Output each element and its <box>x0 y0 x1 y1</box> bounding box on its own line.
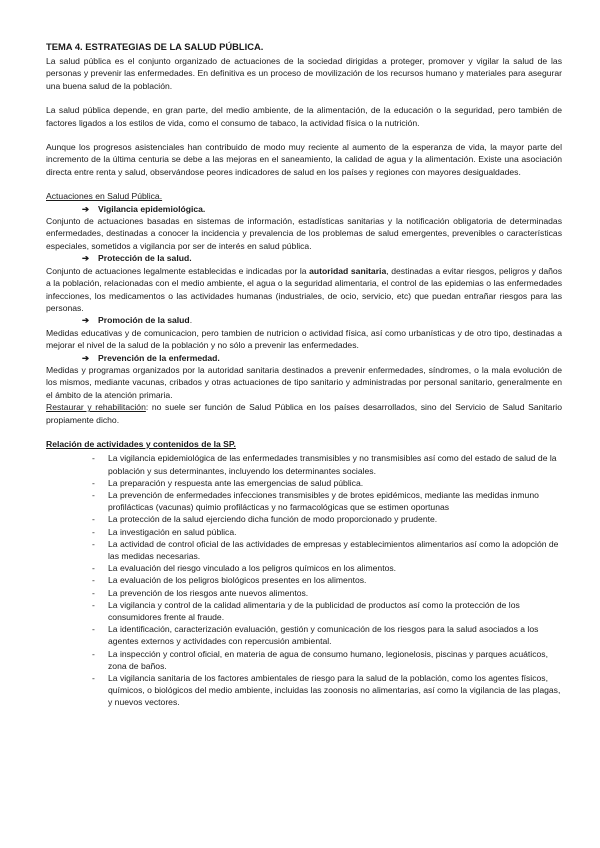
proteccion-text-end: , destinadas a evitar riesgos, peligros y daños a la población, relacionadas con el medio ambiente, el agua o la seguridad alimentaria, el control de las epidemias o las enfermedades infecciones, los medicamentos o las actividades humanas (industriales, de ocio, servicio, etc) que puedan entrañar riesgos para las personas. <box>46 265 563 313</box>
promocion-subheading <box>46 314 562 326</box>
list-item: - La vigilancia y control de la calidad alimentaria y de la publicidad de productos así como la protección de los consumidores frente al fraude. <box>92 599 520 623</box>
proteccion-text-start: Conjunto de actuaciones legalmente establecidas e indicadas por la <box>46 265 310 276</box>
relacion-heading: Relación de actividades y contenidos de la SP. <box>46 438 236 449</box>
autoridad-sanitaria-term: autoridad sanitaria <box>309 265 387 276</box>
arrow-icon: ➔ <box>82 253 90 264</box>
arrow-icon: ➔ <box>82 315 90 326</box>
restaurar-text: : no suele ser función de Salud Pública en los países desarrollados, sino del Servicio de Salud Sanitario propiamente dicho. <box>46 402 562 425</box>
prevencion-text: Medidas y programas organizados por la autoridad sanitaria destinados a prevenir enfermedades, síndromes, o la mala evolución de los mismos, mediante vacunas, cribados y otras actuaciones de tipo sanitario y administradas por personal sanitario, generalmente en el ámbito de la atención primaria. <box>46 364 562 400</box>
prevencion-title: Prevención de la enfermedad. <box>98 352 220 363</box>
list-item: - La actividad de control oficial de las actividades de empresas y establecimientos alimentarios así como la adopción de las medidas necesarias. <box>92 538 559 561</box>
activities-list <box>46 452 562 708</box>
intro-paragraph-3: Aunque los progresos asistenciales han contribuido de modo muy reciente al aumento de la esperanza de vida, la mayor parte del incremento de la última centuria se debe a las mejoras en el saneamiento, la calidad de agua y la alimentación. Existe una asociación directa entre renta y salud, observándose peores indicadores de salud en los países y regiones con mayores desigualdades. <box>46 142 562 177</box>
document-title: TEMA 4. ESTRATEGIAS DE LA SALUD PÚBLICA. <box>46 41 264 52</box>
intro-paragraph-2: La salud pública depende, en gran parte, del medio ambiente, de la alimentación, de la educación o la seguridad, pero también de factores ligados a los estilos de vida, como el consumo de tabaco, la actividad física o la nutrición. <box>46 105 562 128</box>
arrow-icon: ➔ <box>82 203 90 214</box>
intro-paragraph-1: La salud pública es el conjunto organizado de actuaciones de la sociedad dirigidas a proteger, promover y vigilar la salud de las personas y prevenir las enfermedades. En definitiva es un proceso de movilización de los recursos humano y materiales para asegurar una buena salud de la población. <box>46 56 562 91</box>
promocion-title-period: . <box>189 315 193 326</box>
list-item: - La vigilancia sanitaria de los factores ambientales de riesgo para la salud de la población, como los agentes físicos, químicos, o biológicos del medio ambiente, incluidas las zoonosis no alimentarias, así como la vigilancia de las plagas, y nuevos vectores. <box>92 673 561 708</box>
proteccion-text <box>46 265 562 315</box>
actuaciones-heading: Actuaciones en Salud Pública. <box>46 191 163 202</box>
document-page <box>46 40 562 709</box>
arrow-icon: ➔ <box>82 352 90 363</box>
vigilancia-text: Conjunto de actuaciones basadas en sistemas de información, estadísticas sanitarias y la notificación obligatoria de determinadas enfermedades, destinadas a conocer la incidencia y prevalencia de los problemas de salud emergentes, prevenibles o características especiales, sometidos a vigilancia por ser de interés en salud pública. <box>46 216 562 251</box>
proteccion-title: Protección de la salud. <box>98 253 192 264</box>
list-item: - La evaluación del riesgo vinculado a los peligros químicos en los alimentos. <box>92 563 397 574</box>
vigilancia-subheading <box>46 203 562 215</box>
list-item: - La vigilancia epidemiológica de las enfermedades transmisibles y no transmisibles así como del estado de salud de la población y sus determinantes, incluyendo los determinantes sociales. <box>92 453 557 476</box>
restaurar-paragraph <box>46 401 562 426</box>
restaurar-label: Restaurar y rehabilitación <box>46 402 146 413</box>
list-item: - La evaluación de los peligros biológicos presentes en los alimentos. <box>92 575 367 586</box>
vigilancia-title: Vigilancia epidemiológica. <box>98 203 206 214</box>
list-item: - La protección de la salud ejerciendo dicha función de modo proporcionado y prudente. <box>92 514 438 525</box>
promocion-text: Medidas educativas y de comunicacion, pero tambien de nutricion o actividad física, así como urbanísticas y de otro tipo, destinadas a mejorar el nivel de la salud de la población y no sólo a prevenir las enfermedades. <box>46 327 562 351</box>
list-item: - La investigación en salud pública. <box>92 526 237 537</box>
proteccion-subheading <box>46 252 562 264</box>
promocion-title: Promoción de la salud <box>98 315 190 326</box>
list-item: - La prevención de los riesgos ante nuevos alimentos. <box>92 587 309 598</box>
prevencion-subheading <box>46 352 562 364</box>
list-item: - La inspección y control oficial, en materia de agua de consumo humano, legionelosis, piscinas y parques acuáticos, zona de baños. <box>92 648 548 671</box>
list-item: - La preparación y respuesta ante las emergencias de salud pública. <box>92 477 364 488</box>
list-item: - La identificación, caracterización evaluación, gestión y comunicación de los riesgos para la salud asociados a los agentes externos y actividades con repercusión ambiental. <box>92 624 539 647</box>
list-item: - La prevención de enfermedades infecciones transmisibles y de brotes epidémicos, mediante las medidas inmuno profilácticas (vacunas) quimio profilácticas y no farmacológicas que se estimen oportunas <box>92 489 539 513</box>
